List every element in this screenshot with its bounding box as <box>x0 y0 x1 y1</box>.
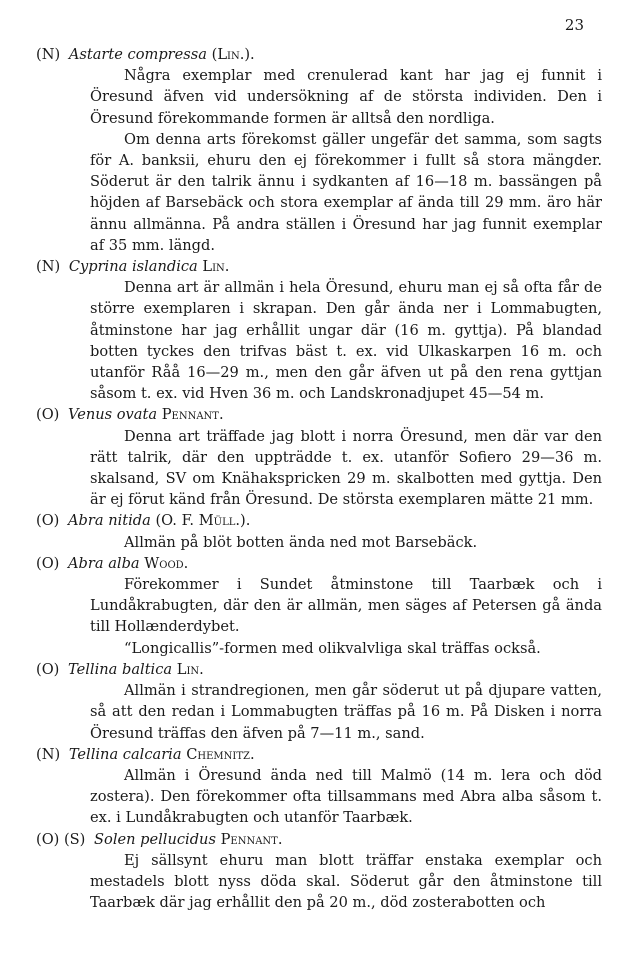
author-name: Lin. <box>217 46 245 63</box>
species-entry <box>36 659 602 744</box>
species-entry <box>36 829 602 914</box>
author-prefix: (O. F. <box>155 512 199 530</box>
author-name: Wood. <box>144 554 189 572</box>
author-name: Lin. <box>202 258 230 276</box>
entry-heading <box>36 44 602 65</box>
author-name: Pennant. <box>220 830 283 848</box>
entry-paragraph: Denna art träffade jag blott i norra Öresund, men där var den rätt talrik, där den uppträdde t. ex. utanför Sofiero 29—36 m. skalsand, SV om Knähakspricken 29 m. skalbotten med gyttja. Den är ej förut känd från Öresund. De största exemplaren mätte 21 mm. <box>90 427 602 509</box>
species-name: Astarte compressa <box>68 46 207 63</box>
species-entry <box>36 404 602 510</box>
author-name: Pennant. <box>161 406 224 424</box>
region-tag: (N) <box>36 46 61 63</box>
page-number: 23 <box>564 16 584 34</box>
species-name: Venus ovata <box>68 406 158 424</box>
species-name: Cyprina islandica <box>68 258 198 276</box>
entry-paragraph: Några exemplar med crenulerad kant har jag ej funnit i Öresund äfven vid undersökning af de största individen. Den i Öresund förekommande formen är alltså den nordliga. <box>90 67 602 127</box>
entry-paragraph: “Longicallis”-formen med olikvalvliga skal träffas också. <box>124 639 541 657</box>
entry-heading <box>36 510 602 531</box>
author-prefix: ( <box>211 46 218 63</box>
species-entry <box>36 553 602 659</box>
author-name: Chemnitz. <box>186 745 255 763</box>
author-suffix: ). <box>240 512 251 530</box>
species-entry <box>36 44 602 256</box>
region-tag: (O) <box>36 406 60 424</box>
species-name: Abra alba <box>68 554 140 572</box>
author-name: Lin. <box>176 660 204 678</box>
region-tag: (N) <box>36 745 61 763</box>
region-tag: (N) <box>36 258 61 276</box>
author-suffix: ). <box>244 46 255 63</box>
entry-heading <box>36 404 602 425</box>
species-name: Tellina calcaria <box>68 745 182 763</box>
entry-heading <box>36 553 602 574</box>
entry-paragraph: Förekommer i Sundet åtminstone till Taarbæk och i Lundåkrabugten, där den är allmän, men säges af Petersen gå ända till Hollænderdybet. <box>90 576 602 636</box>
species-name: Tellina baltica <box>68 660 173 678</box>
entry-heading <box>36 744 602 765</box>
entry-paragraph: Ej sällsynt ehuru man blott träffar enstaka exemplar och mestadels blott nyss döda skal. Söderut går den åtminstone till Taarbæk där jag erhållit den på 20 m., död zosterabotten och <box>90 851 602 912</box>
region-tag: (O) <box>36 512 60 530</box>
text-block <box>36 44 602 913</box>
entry-paragraph: Allmän i Öresund ända ned till Malmö (14 m. lera och död zostera). Den förekommer ofta tillsammans med Abra alba såsom t. ex. i Lundåkrabugten och utanför Taarbæk. <box>90 766 602 827</box>
entry-paragraph: Allmän i strandregionen, men går söderut ut på djupare vatten, så att den redan i Lommabugten träffas på 16 m. På Disken i norra Öresund träffas den äfven på 7—11 m., sand. <box>90 682 602 742</box>
entry-paragraph: Allmän på blöt botten ända ned mot Barsebäck. <box>124 533 478 551</box>
entry-paragraph: Om denna arts förekomst gäller ungefär det samma, som sagts för A. banksii, ehuru den ej förekommer i fullt så stora mängder. Söderut är den talrik ännu i sydkanten af 16—18 m. bassängen på höjden af Barsebäck och stora exemplar af ända till 29 mm. äro här ännu allmänna. På andra ställen i Öresund har jag funnit exemplar af 35 mm. längd. <box>90 130 602 254</box>
species-entry <box>36 256 602 404</box>
region-tag: (O) <box>36 660 60 678</box>
entry-heading <box>36 256 602 277</box>
species-name: Abra nitida <box>68 512 151 530</box>
entry-heading <box>36 659 602 680</box>
author-name: Müll. <box>198 512 240 530</box>
entry-paragraph: Denna art är allmän i hela Öresund, ehuru man ej så ofta får de större exemplaren i skrapan. Den går ända ner i Lommabugten, åtminstone har jag erhållit ungar där (16 m. gyttja). På blandad botten tyckes den trifvas bäst t. ex. vid Ulkaskarpen 16 m. och utanför Råå 16—29 m., men den går äfven ut på den rena gyttjan såsom t. ex. vid Hven 36 m. och Landskronadjupet 45—54 m. <box>90 279 602 403</box>
species-entry <box>36 510 602 552</box>
species-name: Solen pellucidus <box>94 830 216 848</box>
species-entry <box>36 744 602 829</box>
region-tag: (O) (S) <box>36 830 86 848</box>
entry-heading <box>36 829 602 850</box>
region-tag: (O) <box>36 554 60 572</box>
